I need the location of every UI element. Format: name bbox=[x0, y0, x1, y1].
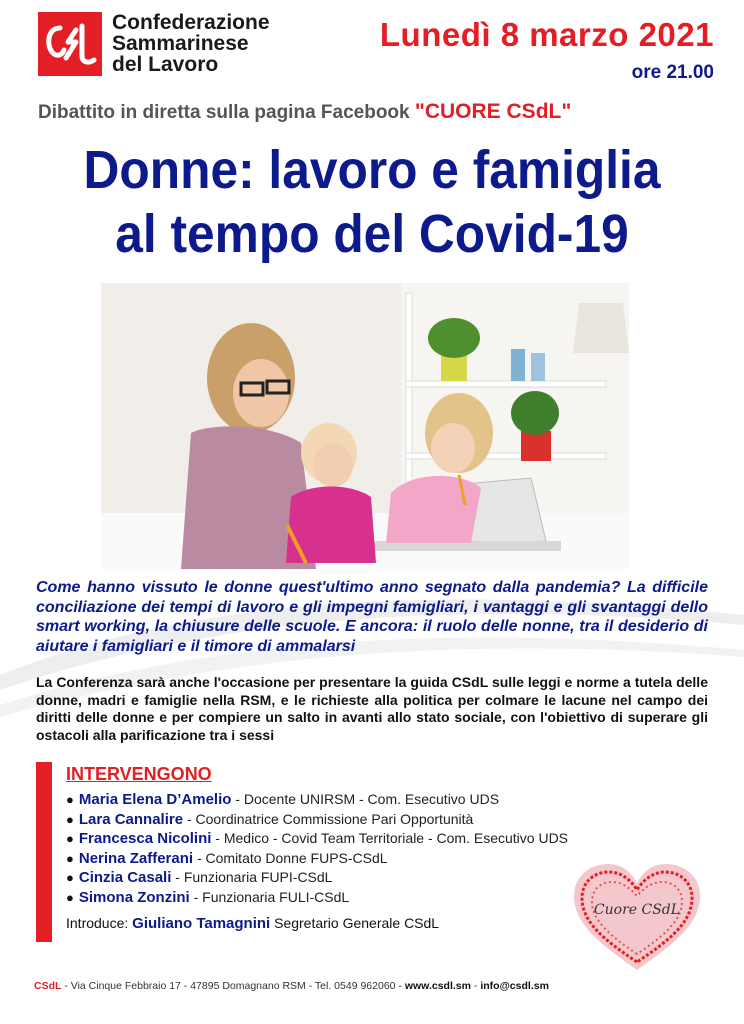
speaker-row bbox=[66, 868, 566, 888]
subhead-text: Dibattito in diretta sulla pagina Facebook bbox=[38, 102, 415, 123]
event-date: Lunedì 8 marzo 2021 bbox=[379, 16, 714, 53]
introducer-line bbox=[66, 913, 566, 934]
csdl-logo bbox=[38, 12, 102, 76]
speaker-row bbox=[66, 810, 566, 830]
bullet-icon: ● bbox=[66, 831, 74, 846]
speakers-heading: INTERVENGONO bbox=[66, 764, 212, 784]
bullet-icon: ● bbox=[66, 889, 74, 905]
csdl-logo-mark-icon bbox=[38, 12, 102, 76]
org-name-line-1: Confederazione bbox=[112, 11, 270, 34]
speaker-row bbox=[66, 790, 566, 810]
organization-name bbox=[112, 12, 270, 75]
facebook-page-name: "CUORE CSdL" bbox=[414, 100, 572, 123]
speaker-name: Maria Elena D’Amelio bbox=[78, 791, 232, 808]
speaker-role: - Funzionaria FUPI-CSdL bbox=[171, 869, 333, 885]
introducer-label: Introduce: bbox=[66, 915, 133, 931]
heart-label: Cuore CSdL bbox=[593, 902, 681, 918]
org-name-line-3: del Lavoro bbox=[112, 53, 219, 76]
speaker-row bbox=[66, 888, 566, 908]
body-paragraph: La Conferenza sarà anche l'occasione per presentare la guida CSdL sulle leggi e norme a tutela delle donne, madri e famiglie nella RSM, e le richieste alla politica per colmare le lacune nel campo dei diritti delle donne e per compiere un salto in avanti allo stato sociale, con l'obiettivo di superare gli ostacoli alla parificazione tra i sessi bbox=[36, 674, 708, 743]
event-time: ore 21.00 bbox=[631, 62, 714, 83]
bullet-icon: ● bbox=[66, 870, 74, 885]
introducer-name: Giuliano Tamagnini bbox=[132, 915, 271, 932]
title-line-1: Donne: lavoro e famiglia bbox=[83, 140, 661, 200]
footer-brand: CSdL bbox=[34, 980, 62, 992]
cuore-csdl-heart-logo bbox=[570, 862, 704, 974]
bullet-icon: ● bbox=[66, 811, 74, 827]
speaker-role: - Funzionaria FULI-CSdL bbox=[189, 888, 350, 905]
footer-email-link[interactable]: info@csdl.sm bbox=[480, 980, 549, 992]
broadcast-subhead bbox=[38, 100, 571, 124]
speaker-role: - Coordinatrice Commissione Pari Opportunità bbox=[183, 810, 474, 827]
speaker-role: - Medico - Covid Team Territoriale - Com. Esecutivo UDS bbox=[211, 830, 569, 846]
speaker-role: - Comitato Donne FUPS-CSdL bbox=[193, 849, 388, 866]
speaker-name: Nerina Zafferani bbox=[78, 849, 194, 867]
mother-with-children-photo bbox=[101, 283, 629, 569]
speaker-role: - Docente UNIRSM - Com. Esecutivo UDS bbox=[231, 791, 500, 807]
footer-website-link[interactable]: www.csdl.sm bbox=[404, 980, 471, 992]
introducer-role: Segretario Generale CSdL bbox=[270, 915, 440, 931]
speaker-name: Simona Zonzini bbox=[78, 888, 190, 906]
speaker-row bbox=[66, 829, 569, 849]
speaker-name: Francesca Nicolini bbox=[78, 830, 212, 847]
footer bbox=[34, 980, 549, 992]
speakers-accent-bar bbox=[36, 762, 52, 942]
speaker-name: Cinzia Casali bbox=[78, 869, 172, 886]
speaker-row bbox=[66, 849, 566, 869]
intro-paragraph: Come hanno vissuto le donne quest'ultimo anno segnato dalla pandemia? La difficile conciliazione dei tempi di lavoro e gli impegni famigliari, i vantaggi e gli svantaggi dello smart working, la chiusure delle scuole. E ancora: il ruolo delle nonne, tra il desiderio di aiutare i famigliari e il timore di ammalarsi bbox=[36, 579, 708, 655]
speaker-name: Lara Cannalire bbox=[78, 810, 184, 828]
org-name-line-2: Sammarinese bbox=[112, 32, 249, 55]
title-line-2: al tempo del Covid-19 bbox=[115, 204, 629, 264]
footer-address: - Via Cinque Febbraio 17 - 47895 Domagnano RSM - Tel. 0549 962060 - bbox=[61, 980, 405, 992]
footer-separator: - bbox=[470, 980, 481, 992]
bullet-icon: ● bbox=[66, 850, 74, 866]
bullet-icon: ● bbox=[66, 792, 74, 807]
page-title bbox=[30, 138, 714, 266]
speakers-section bbox=[66, 762, 569, 934]
